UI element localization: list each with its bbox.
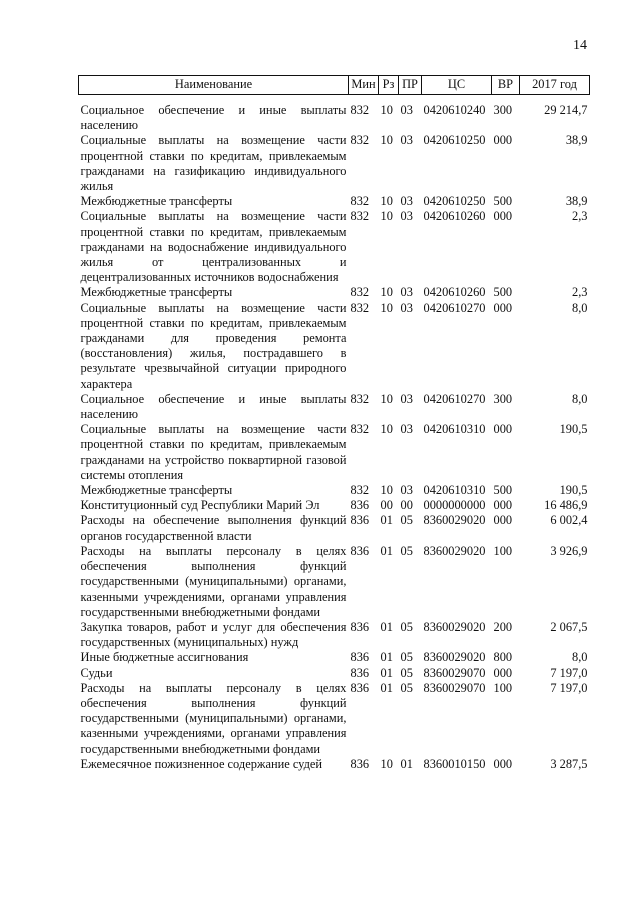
row-pr: 03 [400,483,413,498]
row-vr: 100 [493,680,513,695]
row-vr: 000 [493,209,513,224]
row-amount: 29 214,7 [544,103,588,117]
table-row [79,513,590,543]
row-pr: 05 [400,680,413,695]
row-amount: 3 287,5 [550,756,588,771]
row-amount: 8,0 [572,391,588,406]
row-pr: 01 [400,756,413,771]
table-row [79,666,590,681]
table-row [79,544,590,620]
row-name: Расходы на выплаты персоналу в целях обеспечения выполнения функций государственными (муниципальными) органами, казенными учреждениями, органами управления государственными внебюджетными фондами [80,543,347,619]
column-header-min: Мин [349,76,379,95]
row-min: 832 [350,103,370,117]
row-rz: 01 [380,680,393,695]
page-number: 14 [573,38,587,53]
row-min: 836 [350,619,370,634]
row-pr: 03 [400,300,413,315]
row-cs: 0420610270 [423,300,486,315]
row-amount: 7 197,0 [550,680,588,695]
table-row [79,483,590,498]
row-vr: 000 [493,422,513,437]
table-row [79,194,590,209]
row-vr: 500 [493,194,513,209]
row-name: Межбюджетные трансферты [80,194,233,209]
table-header-row [79,76,590,95]
row-pr: 05 [400,619,413,634]
row-amount: 38,9 [565,194,588,209]
row-rz: 01 [380,665,393,680]
table-row [79,650,590,665]
row-amount: 7 197,0 [550,665,588,680]
row-vr: 000 [493,133,513,148]
row-cs: 0420610260 [423,285,486,300]
row-rz: 10 [380,133,393,148]
row-rz: 00 [380,498,393,513]
table-row [79,133,590,194]
row-name: Судьи [80,665,113,680]
table-row [79,757,590,772]
row-pr: 03 [400,285,413,300]
row-cs: 0420610240 [423,103,486,117]
row-name: Социальные выплаты на возмещение части процентной ставки по кредитам, привлекаемым гражданами для проведения ремонта (восстановления) жилья, пострадавшего в результате чрезвычайной ситуации природного характера [80,300,347,391]
row-cs: 8360029020 [423,543,486,558]
row-vr: 000 [493,498,513,513]
row-rz: 10 [380,756,393,771]
row-pr: 05 [400,543,413,558]
row-name: Социальные выплаты на возмещение части процентной ставки по кредитам, привлекаемым гражданами на газификацию индивидуального жилья [80,133,347,194]
column-header-amount: 2017 год [520,76,590,95]
row-rz: 10 [380,483,393,498]
row-min: 836 [350,513,370,528]
row-pr: 03 [400,422,413,437]
row-vr: 100 [493,543,513,558]
row-name: Расходы на обеспечение выполнения функций органов государственной власти [80,513,347,543]
row-amount: 8,0 [572,300,588,315]
budget-table [78,75,590,772]
column-header-pr: ПР [399,76,422,95]
row-amount: 2,3 [572,209,588,224]
row-min: 832 [350,391,370,406]
row-pr: 03 [400,194,413,209]
row-min: 832 [350,194,370,209]
row-pr: 03 [400,103,413,117]
table-row [79,422,590,483]
row-rz: 10 [380,300,393,315]
row-cs: 0000000000 [423,498,486,513]
row-vr: 000 [493,665,513,680]
row-rz: 10 [380,194,393,209]
row-amount: 16 486,9 [544,498,588,513]
row-min: 832 [350,483,370,498]
row-cs: 8360029020 [423,650,486,665]
row-min: 836 [350,665,370,680]
row-name: Конституционный суд Республики Марий Эл [80,498,320,513]
row-cs: 0420610310 [423,422,486,437]
row-min: 832 [350,209,370,224]
row-vr: 000 [493,513,513,528]
row-vr: 000 [493,300,513,315]
row-min: 832 [350,133,370,148]
row-amount: 3 926,9 [550,543,588,558]
row-amount: 38,9 [565,133,588,148]
row-pr: 05 [400,665,413,680]
row-cs: 8360029070 [423,680,486,695]
table-row [79,681,590,757]
row-name: Социальное обеспечение и иные выплаты населению [80,391,347,422]
row-pr: 05 [400,513,413,528]
column-header-cs: ЦС [422,76,492,95]
row-vr: 800 [493,650,513,665]
row-rz: 10 [380,422,393,437]
column-header-name: Наименование [79,76,349,95]
table-row [79,498,590,513]
row-pr: 03 [400,209,413,224]
row-rz: 01 [380,513,393,528]
row-name: Социальное обеспечение и иные выплаты населению [80,103,347,133]
table-row [79,209,590,285]
row-pr: 03 [400,391,413,406]
table-row [79,620,590,650]
row-pr: 00 [400,498,413,513]
row-rz: 10 [380,391,393,406]
row-min: 836 [350,650,370,665]
row-pr: 05 [400,650,413,665]
row-rz: 10 [380,285,393,300]
row-cs: 0420610250 [423,133,486,148]
row-min: 836 [350,543,370,558]
row-cs: 0420610260 [423,209,486,224]
row-name: Иные бюджетные ассигнования [80,650,249,665]
row-amount: 8,0 [572,650,588,665]
row-cs: 0420610270 [423,391,486,406]
table-row [79,392,590,422]
row-vr: 500 [493,483,513,498]
table-row [79,95,590,134]
row-cs: 8360029020 [423,513,486,528]
row-name: Межбюджетные трансферты [80,483,233,498]
row-amount: 2 067,5 [550,619,588,634]
row-min: 836 [350,680,370,695]
row-vr: 300 [493,103,513,117]
column-header-vr: ВР [492,76,520,95]
row-name: Социальные выплаты на возмещение части процентной ставки по кредитам, привлекаемым гражданами на устройство поквартирной газовой системы отопления [80,422,347,482]
row-min: 832 [350,422,370,437]
row-amount: 190,5 [559,483,588,498]
row-cs: 0420610310 [423,483,486,498]
row-vr: 200 [493,619,513,634]
table-row [79,285,590,300]
row-min: 832 [350,300,370,315]
row-rz: 10 [380,209,393,224]
row-rz: 01 [380,543,393,558]
row-cs: 8360029070 [423,665,486,680]
row-min: 836 [350,498,370,513]
row-amount: 2,3 [572,285,588,300]
row-name: Межбюджетные трансферты [80,285,233,300]
row-min: 836 [350,756,370,771]
row-name: Социальные выплаты на возмещение части процентной ставки по кредитам, привлекаемым гражданами на водоснабжение индивидуального жилья от централизованных и децентрализованных источников водоснабжения [80,209,347,285]
row-pr: 03 [400,133,413,148]
row-amount: 6 002,4 [550,513,588,528]
row-min: 832 [350,285,370,300]
row-cs: 8360010150 [423,756,486,771]
row-amount: 190,5 [559,422,588,437]
row-cs: 8360029020 [423,619,486,634]
row-name: Закупка товаров, работ и услуг для обеспечения государственных (муниципальных) нужд [80,619,347,650]
row-name: Ежемесячное пожизненное содержание судей [80,756,323,771]
column-header-rz: Рз [379,76,399,95]
row-vr: 300 [493,391,513,406]
table-row [79,301,590,392]
row-rz: 10 [380,103,393,117]
row-vr: 500 [493,285,513,300]
row-cs: 0420610250 [423,194,486,209]
row-name: Расходы на выплаты персоналу в целях обеспечения выполнения функций государственными (муниципальными) органами, казенными учреждениями, органами управления государственными внебюджетными фондами [80,680,347,756]
row-vr: 000 [493,756,513,771]
row-rz: 01 [380,619,393,634]
row-rz: 01 [380,650,393,665]
